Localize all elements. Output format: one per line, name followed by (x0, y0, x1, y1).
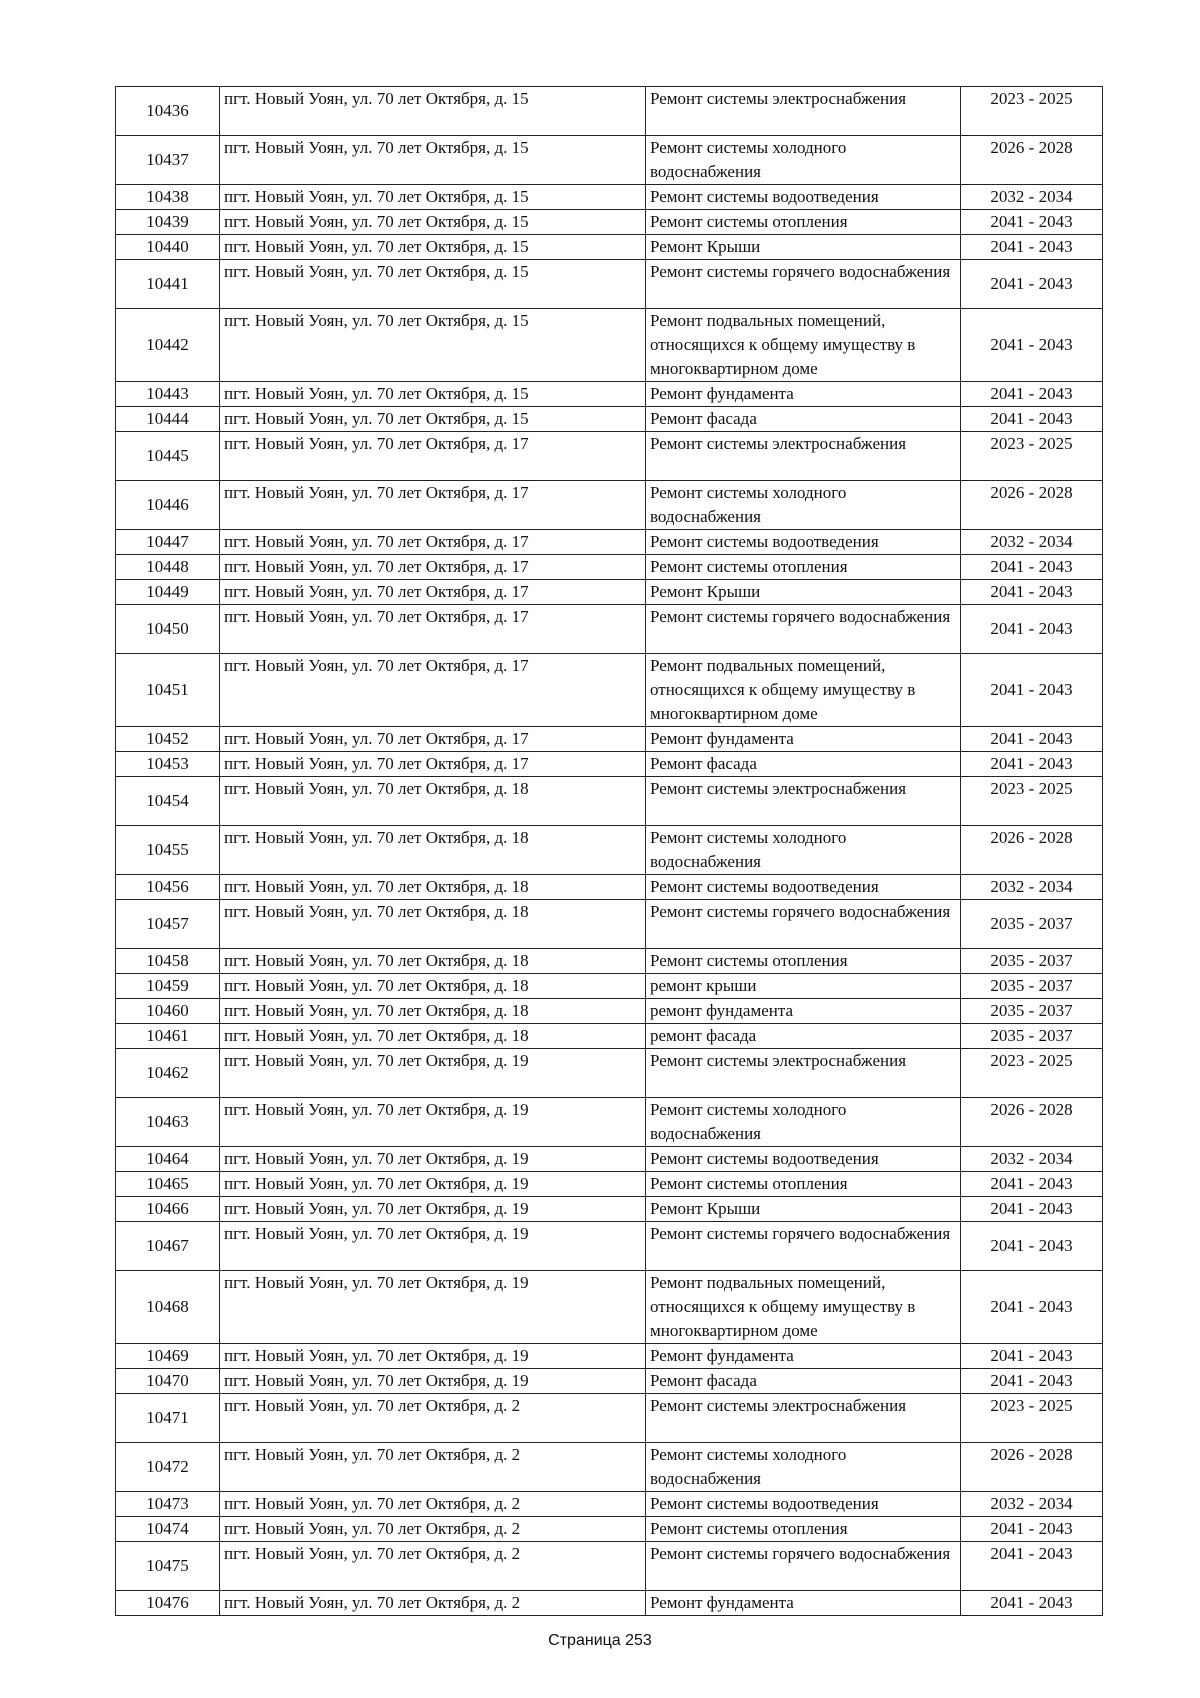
row-number: 10462 (116, 1049, 220, 1098)
row-years: 2026 - 2028 (961, 136, 1103, 185)
row-work-type: ремонт фасада (646, 1024, 961, 1049)
row-work-type: Ремонт системы водоотведения (646, 185, 961, 210)
table-row (116, 1147, 1103, 1172)
row-work-type: Ремонт системы водоотведения (646, 875, 961, 900)
row-work-type: Ремонт Крыши (646, 1197, 961, 1222)
row-address: пгт. Новый Уоян, ул. 70 лет Октября, д. 19 (220, 1344, 646, 1369)
table-row (116, 1443, 1103, 1492)
row-number: 10451 (116, 654, 220, 727)
row-years: 2041 - 2043 (961, 1197, 1103, 1222)
row-work-type: Ремонт системы горячего водоснабжения (646, 900, 961, 949)
row-work-type: Ремонт Крыши (646, 580, 961, 605)
table-row (116, 260, 1103, 309)
row-address: пгт. Новый Уоян, ул. 70 лет Октября, д. 17 (220, 752, 646, 777)
row-number: 10447 (116, 530, 220, 555)
row-address: пгт. Новый Уоян, ул. 70 лет Октября, д. 19 (220, 1147, 646, 1172)
row-number: 10438 (116, 185, 220, 210)
row-address: пгт. Новый Уоян, ул. 70 лет Октября, д. 19 (220, 1222, 646, 1271)
row-work-type: Ремонт подвальных помещений, относящихся к общему имуществу в многоквартирном доме (646, 309, 961, 382)
row-number: 10470 (116, 1369, 220, 1394)
row-work-type: Ремонт системы водоотведения (646, 530, 961, 555)
table-row (116, 999, 1103, 1024)
table-row (116, 555, 1103, 580)
row-number: 10441 (116, 260, 220, 309)
row-number: 10468 (116, 1271, 220, 1344)
row-address: пгт. Новый Уоян, ул. 70 лет Октября, д. 17 (220, 727, 646, 752)
row-number: 10455 (116, 826, 220, 875)
row-address: пгт. Новый Уоян, ул. 70 лет Октября, д. 18 (220, 900, 646, 949)
row-years: 2041 - 2043 (961, 1369, 1103, 1394)
row-address: пгт. Новый Уоян, ул. 70 лет Октября, д. 18 (220, 949, 646, 974)
table-row (116, 654, 1103, 727)
row-number: 10472 (116, 1443, 220, 1492)
table-row (116, 1542, 1103, 1591)
row-number: 10449 (116, 580, 220, 605)
row-address: пгт. Новый Уоян, ул. 70 лет Октября, д. 19 (220, 1271, 646, 1344)
row-years: 2032 - 2034 (961, 1147, 1103, 1172)
row-number: 10443 (116, 382, 220, 407)
row-number: 10458 (116, 949, 220, 974)
table-row (116, 136, 1103, 185)
row-number: 10444 (116, 407, 220, 432)
row-address: пгт. Новый Уоян, ул. 70 лет Октября, д. 18 (220, 777, 646, 826)
row-number: 10442 (116, 309, 220, 382)
row-number: 10450 (116, 605, 220, 654)
row-address: пгт. Новый Уоян, ул. 70 лет Октября, д. 19 (220, 1172, 646, 1197)
table-row (116, 87, 1103, 136)
row-years: 2032 - 2034 (961, 1492, 1103, 1517)
table-row (116, 1394, 1103, 1443)
row-address: пгт. Новый Уоян, ул. 70 лет Октября, д. 19 (220, 1197, 646, 1222)
table-body (116, 87, 1103, 1616)
row-years: 2041 - 2043 (961, 1591, 1103, 1616)
row-number: 10437 (116, 136, 220, 185)
row-years: 2041 - 2043 (961, 1271, 1103, 1344)
table-row (116, 974, 1103, 999)
table-row (116, 1098, 1103, 1147)
row-work-type: ремонт фундамента (646, 999, 961, 1024)
page-number: Страница 253 (548, 1632, 652, 1649)
row-years: 2041 - 2043 (961, 210, 1103, 235)
row-work-type: Ремонт системы отопления (646, 1172, 961, 1197)
row-work-type: Ремонт системы отопления (646, 210, 961, 235)
row-address: пгт. Новый Уоян, ул. 70 лет Октября, д. 2 (220, 1443, 646, 1492)
row-years: 2041 - 2043 (961, 580, 1103, 605)
row-work-type: Ремонт системы электроснабжения (646, 777, 961, 826)
row-work-type: Ремонт фасада (646, 407, 961, 432)
row-address: пгт. Новый Уоян, ул. 70 лет Октября, д. 15 (220, 185, 646, 210)
row-years: 2041 - 2043 (961, 407, 1103, 432)
table-row (116, 752, 1103, 777)
row-work-type: Ремонт подвальных помещений, относящихся к общему имуществу в многоквартирном доме (646, 1271, 961, 1344)
row-years: 2041 - 2043 (961, 1172, 1103, 1197)
row-number: 10446 (116, 481, 220, 530)
row-work-type: Ремонт системы холодного водоснабжения (646, 136, 961, 185)
row-years: 2041 - 2043 (961, 1517, 1103, 1542)
row-address: пгт. Новый Уоян, ул. 70 лет Октября, д. 15 (220, 382, 646, 407)
table-row (116, 1172, 1103, 1197)
row-years: 2026 - 2028 (961, 826, 1103, 875)
row-number: 10456 (116, 875, 220, 900)
repair-schedule-table (115, 86, 1103, 1616)
table-row (116, 1222, 1103, 1271)
row-address: пгт. Новый Уоян, ул. 70 лет Октября, д. 18 (220, 1024, 646, 1049)
row-years: 2041 - 2043 (961, 727, 1103, 752)
row-number: 10459 (116, 974, 220, 999)
table-row (116, 432, 1103, 481)
row-work-type: Ремонт Крыши (646, 235, 961, 260)
row-number: 10454 (116, 777, 220, 826)
row-address: пгт. Новый Уоян, ул. 70 лет Октября, д. 2 (220, 1542, 646, 1591)
row-years: 2023 - 2025 (961, 777, 1103, 826)
row-years: 2041 - 2043 (961, 1222, 1103, 1271)
row-address: пгт. Новый Уоян, ул. 70 лет Октября, д. 15 (220, 235, 646, 260)
row-address: пгт. Новый Уоян, ул. 70 лет Октября, д. 17 (220, 580, 646, 605)
row-years: 2032 - 2034 (961, 875, 1103, 900)
row-address: пгт. Новый Уоян, ул. 70 лет Октября, д. 15 (220, 309, 646, 382)
row-address: пгт. Новый Уоян, ул. 70 лет Октября, д. 18 (220, 875, 646, 900)
row-work-type: Ремонт системы горячего водоснабжения (646, 1542, 961, 1591)
table-row (116, 382, 1103, 407)
row-work-type: Ремонт системы электроснабжения (646, 432, 961, 481)
row-years: 2041 - 2043 (961, 235, 1103, 260)
table-row (116, 1591, 1103, 1616)
row-work-type: Ремонт системы электроснабжения (646, 87, 961, 136)
row-work-type: Ремонт фундамента (646, 1591, 961, 1616)
table-row (116, 1369, 1103, 1394)
row-years: 2026 - 2028 (961, 1443, 1103, 1492)
row-address: пгт. Новый Уоян, ул. 70 лет Октября, д. 19 (220, 1098, 646, 1147)
row-work-type: Ремонт фундамента (646, 727, 961, 752)
table-row (116, 1344, 1103, 1369)
row-years: 2041 - 2043 (961, 605, 1103, 654)
row-address: пгт. Новый Уоян, ул. 70 лет Октября, д. 15 (220, 136, 646, 185)
table-row (116, 605, 1103, 654)
row-years: 2035 - 2037 (961, 974, 1103, 999)
row-address: пгт. Новый Уоян, ул. 70 лет Октября, д. 15 (220, 210, 646, 235)
row-years: 2032 - 2034 (961, 530, 1103, 555)
row-work-type: Ремонт системы холодного водоснабжения (646, 481, 961, 530)
table-row (116, 777, 1103, 826)
row-work-type: Ремонт системы холодного водоснабжения (646, 1443, 961, 1492)
row-address: пгт. Новый Уоян, ул. 70 лет Октября, д. 18 (220, 999, 646, 1024)
row-years: 2023 - 2025 (961, 1049, 1103, 1098)
row-years: 2026 - 2028 (961, 1098, 1103, 1147)
row-years: 2023 - 2025 (961, 87, 1103, 136)
row-number: 10476 (116, 1591, 220, 1616)
row-years: 2041 - 2043 (961, 1344, 1103, 1369)
row-work-type: Ремонт фундамента (646, 382, 961, 407)
row-address: пгт. Новый Уоян, ул. 70 лет Октября, д. 2 (220, 1492, 646, 1517)
table-row (116, 309, 1103, 382)
row-number: 10469 (116, 1344, 220, 1369)
table-row (116, 900, 1103, 949)
row-work-type: Ремонт фасада (646, 1369, 961, 1394)
table-row (116, 580, 1103, 605)
row-number: 10452 (116, 727, 220, 752)
row-address: пгт. Новый Уоян, ул. 70 лет Октября, д. 15 (220, 407, 646, 432)
row-work-type: Ремонт фундамента (646, 1344, 961, 1369)
row-number: 10473 (116, 1492, 220, 1517)
row-work-type: Ремонт системы электроснабжения (646, 1394, 961, 1443)
table-row (116, 727, 1103, 752)
row-years: 2041 - 2043 (961, 1542, 1103, 1591)
table-row (116, 1024, 1103, 1049)
row-number: 10445 (116, 432, 220, 481)
row-work-type: Ремонт системы водоотведения (646, 1492, 961, 1517)
row-work-type: Ремонт системы отопления (646, 555, 961, 580)
row-years: 2041 - 2043 (961, 382, 1103, 407)
table-row (116, 530, 1103, 555)
row-address: пгт. Новый Уоян, ул. 70 лет Октября, д. 19 (220, 1049, 646, 1098)
row-address: пгт. Новый Уоян, ул. 70 лет Октября, д. 17 (220, 654, 646, 727)
row-years: 2035 - 2037 (961, 900, 1103, 949)
row-years: 2032 - 2034 (961, 185, 1103, 210)
row-work-type: Ремонт системы водоотведения (646, 1147, 961, 1172)
row-years: 2041 - 2043 (961, 555, 1103, 580)
table-row (116, 481, 1103, 530)
row-work-type: Ремонт системы горячего водоснабжения (646, 605, 961, 654)
table-row (116, 185, 1103, 210)
row-years: 2041 - 2043 (961, 752, 1103, 777)
row-years: 2026 - 2028 (961, 481, 1103, 530)
row-address: пгт. Новый Уоян, ул. 70 лет Октября, д. 18 (220, 826, 646, 875)
row-years: 2041 - 2043 (961, 309, 1103, 382)
row-years: 2023 - 2025 (961, 432, 1103, 481)
row-address: пгт. Новый Уоян, ул. 70 лет Октября, д. 17 (220, 481, 646, 530)
row-work-type: Ремонт системы электроснабжения (646, 1049, 961, 1098)
row-work-type: Ремонт системы холодного водоснабжения (646, 1098, 961, 1147)
row-number: 10436 (116, 87, 220, 136)
row-work-type: Ремонт системы холодного водоснабжения (646, 826, 961, 875)
table-row (116, 407, 1103, 432)
row-number: 10439 (116, 210, 220, 235)
row-number: 10460 (116, 999, 220, 1024)
row-work-type: Ремонт системы отопления (646, 949, 961, 974)
row-years: 2035 - 2037 (961, 949, 1103, 974)
row-years: 2041 - 2043 (961, 654, 1103, 727)
row-address: пгт. Новый Уоян, ул. 70 лет Октября, д. 17 (220, 555, 646, 580)
row-address: пгт. Новый Уоян, ул. 70 лет Октября, д. 17 (220, 530, 646, 555)
table-row (116, 1049, 1103, 1098)
table-row (116, 1492, 1103, 1517)
table-row (116, 210, 1103, 235)
row-work-type: Ремонт фасада (646, 752, 961, 777)
row-address: пгт. Новый Уоян, ул. 70 лет Октября, д. 15 (220, 260, 646, 309)
row-number: 10461 (116, 1024, 220, 1049)
table-row (116, 1517, 1103, 1542)
table-row (116, 875, 1103, 900)
row-years: 2041 - 2043 (961, 260, 1103, 309)
table-row (116, 235, 1103, 260)
row-address: пгт. Новый Уоян, ул. 70 лет Октября, д. 15 (220, 87, 646, 136)
row-number: 10466 (116, 1197, 220, 1222)
row-work-type: ремонт крыши (646, 974, 961, 999)
row-years: 2023 - 2025 (961, 1394, 1103, 1443)
table-row (116, 1197, 1103, 1222)
row-number: 10464 (116, 1147, 220, 1172)
row-years: 2035 - 2037 (961, 1024, 1103, 1049)
table-row (116, 949, 1103, 974)
row-number: 10448 (116, 555, 220, 580)
row-number: 10465 (116, 1172, 220, 1197)
row-address: пгт. Новый Уоян, ул. 70 лет Октября, д. 19 (220, 1369, 646, 1394)
row-work-type: Ремонт системы отопления (646, 1517, 961, 1542)
row-work-type: Ремонт подвальных помещений, относящихся к общему имуществу в многоквартирном доме (646, 654, 961, 727)
table-row (116, 826, 1103, 875)
row-number: 10457 (116, 900, 220, 949)
table-row (116, 1271, 1103, 1344)
row-number: 10474 (116, 1517, 220, 1542)
row-address: пгт. Новый Уоян, ул. 70 лет Октября, д. 2 (220, 1394, 646, 1443)
row-work-type: Ремонт системы горячего водоснабжения (646, 1222, 961, 1271)
row-years: 2035 - 2037 (961, 999, 1103, 1024)
row-number: 10453 (116, 752, 220, 777)
row-number: 10467 (116, 1222, 220, 1271)
row-address: пгт. Новый Уоян, ул. 70 лет Октября, д. 17 (220, 605, 646, 654)
row-address: пгт. Новый Уоян, ул. 70 лет Октября, д. 2 (220, 1517, 646, 1542)
row-number: 10463 (116, 1098, 220, 1147)
row-number: 10475 (116, 1542, 220, 1591)
row-address: пгт. Новый Уоян, ул. 70 лет Октября, д. 17 (220, 432, 646, 481)
row-number: 10471 (116, 1394, 220, 1443)
row-number: 10440 (116, 235, 220, 260)
row-work-type: Ремонт системы горячего водоснабжения (646, 260, 961, 309)
row-address: пгт. Новый Уоян, ул. 70 лет Октября, д. 18 (220, 974, 646, 999)
row-address: пгт. Новый Уоян, ул. 70 лет Октября, д. 2 (220, 1591, 646, 1616)
